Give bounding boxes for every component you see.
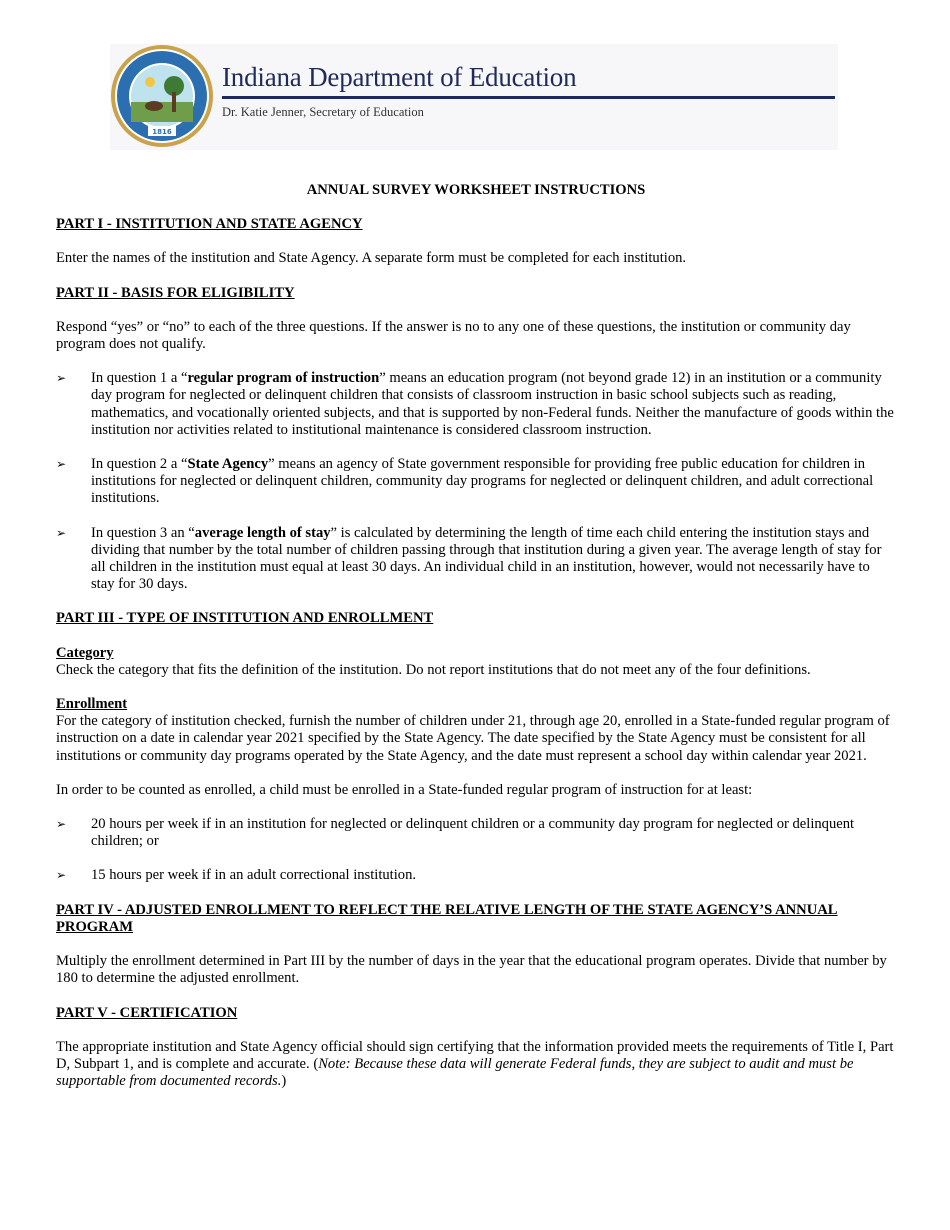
document-title: ANNUAL SURVEY WORKSHEET INSTRUCTIONS bbox=[306, 182, 646, 198]
enrollment-text: For the category of institution checked, furnish the number of children under 21, through age 20, enrolled in a State-funded regular program of instruction on a date in calendar year 2021 specified by the State Agency. The date specified by the State Agency must be consistent for all institutions or community day programs operated by the State Agency, and the date must represent a school day within calendar year 2021. bbox=[56, 713, 890, 764]
letterhead bbox=[110, 44, 838, 150]
part5-heading: PART V - CERTIFICATION bbox=[56, 1004, 238, 1021]
part4-text: Multiply the enrollment determined in Part III by the number of days in the year that the educational program operates. Divide that number by 180 to determine the adjusted enrollment. bbox=[56, 953, 887, 987]
department-name: Indiana Department of Education bbox=[222, 62, 577, 92]
part2-bullet-2: ➢ In question 2 a “State Agency” means an agency of State government responsible for providing free public education for children in institutions for neglected or delinquent children, community day programs for neglected or delinquent children, and adult correctional institutions. bbox=[56, 456, 874, 507]
bullet-arrow-icon: ➢ bbox=[56, 371, 67, 386]
header-rule bbox=[222, 96, 835, 99]
part2-heading: PART II - BASIS FOR ELIGIBILITY bbox=[56, 284, 295, 301]
enrolled-intro: In order to be counted as enrolled, a child must be enrolled in a State-funded regular program of instruction for at least: bbox=[56, 781, 753, 798]
bullet-arrow-icon: ➢ bbox=[56, 817, 67, 832]
part4-heading: PART IV - ADJUSTED ENROLLMENT TO REFLECT THE RELATIVE LENGTH OF THE STATE AGENCY’S ANNUAL PROGRAM bbox=[56, 901, 838, 935]
part2-bullet-1: ➢ In question 1 a “regular program of instruction” means an education program (not beyond grade 12) in an institution or a community day program for neglected or delinquent children that consists of classroom instruction in basic school subjects such as reading, mathematics, and vocationally oriented subjects, and that is supported by non-Federal funds. Neither the manufacture of goods within the institution nor activities related to institutional maintenance is considered classroom instruction. bbox=[56, 370, 894, 438]
part3-bullet-2: ➢ 15 hours per week if in an adult correctional institution. bbox=[56, 867, 417, 884]
category-text: Check the category that fits the definition of the institution. Do not report institutions that do not meet any of the four definitions. bbox=[56, 661, 811, 678]
term: regular program of instruction bbox=[187, 370, 380, 387]
term: State Agency bbox=[187, 456, 269, 473]
bullet-arrow-icon: ➢ bbox=[56, 868, 67, 883]
document-body bbox=[56, 182, 896, 1107]
term: average length of stay bbox=[194, 524, 331, 541]
part3-bullet-1: ➢ 20 hours per week if in an institution for neglected or delinquent children or a community day program for neglected or delinquent children; or bbox=[56, 816, 855, 850]
part2-intro: Respond “yes” or “no” to each of the three questions. If the answer is no to any one of these questions, the institution or community day program does not qualify. bbox=[56, 318, 851, 353]
category-heading: Category bbox=[56, 644, 114, 661]
enrollment-heading: Enrollment bbox=[56, 696, 128, 713]
part5-text: The appropriate institution and State Agency official should sign certifying that the information provided meets the requirements of Title I, Part D, Subpart 1, and is complete and accurate. (Note: Because these data will generate Federal funds, they are subject to audit and must be supportable from documented records.) bbox=[56, 1038, 894, 1090]
part1-heading: PART I - INSTITUTION AND STATE AGENCY bbox=[56, 216, 363, 233]
part1-text: Enter the names of the institution and State Agency. A separate form must be completed for each institution. bbox=[56, 250, 687, 267]
secretary-name: Dr. Katie Jenner, Secretary of Education bbox=[222, 105, 424, 119]
state-seal-logo bbox=[110, 44, 214, 148]
bullet-arrow-icon: ➢ bbox=[56, 525, 67, 540]
part2-bullet-3: ➢ In question 3 an “average length of stay” is calculated by determining the length of time each child entering the institution stays and dividing that number by the total number of children passing through that institution during a given year. The average length of stay for all children in the institution must equal at least 30 days. An individual child in an institution, however, would not necessarily have to stay for 30 days. bbox=[56, 524, 882, 593]
part3-heading: PART III - TYPE OF INSTITUTION AND ENROLLMENT bbox=[56, 610, 434, 627]
note: Note: Because these data will generate Federal funds, they are subject to audit and must be supportable from documented records. bbox=[56, 1055, 854, 1090]
bullet-arrow-icon: ➢ bbox=[56, 457, 67, 472]
seal-year: 1816 bbox=[152, 128, 172, 136]
